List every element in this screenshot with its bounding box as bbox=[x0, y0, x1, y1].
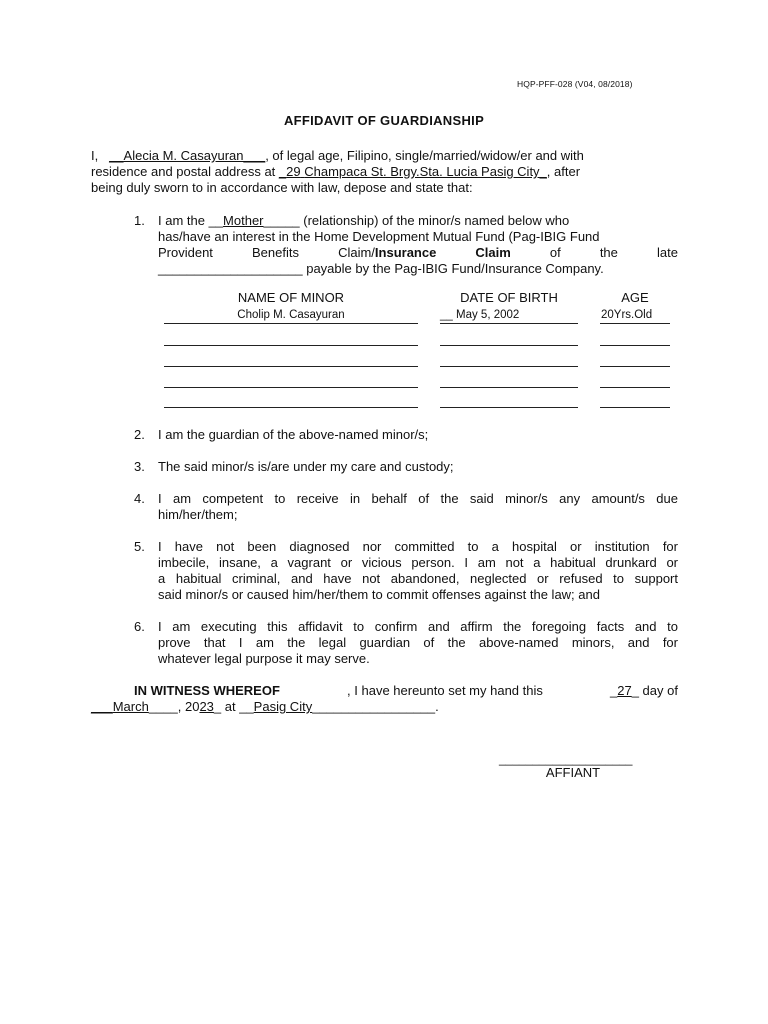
minor-dob-blank[interactable] bbox=[440, 345, 578, 346]
item-1-number: 1. bbox=[134, 213, 145, 228]
item-2-line: I am the guardian of the above-named minor/s; bbox=[158, 427, 429, 442]
intro-line-3: being duly sworn to in accordance with law, depose and state that: bbox=[91, 180, 473, 195]
minor-name-field[interactable]: Cholip M. Casayuran bbox=[237, 309, 345, 321]
day-field[interactable]: 27 bbox=[617, 683, 632, 698]
col-header-age: AGE bbox=[621, 290, 649, 305]
witness-line-2: ___March____, 2023_ at __Pasig City_________________. bbox=[91, 699, 439, 714]
witness-heading: IN WITNESS WHEREOF bbox=[134, 683, 280, 698]
month-field[interactable]: ___March bbox=[91, 699, 149, 714]
minor-name-blank[interactable] bbox=[164, 345, 418, 346]
minor-age-field[interactable]: 20Yrs.Old bbox=[601, 309, 653, 321]
minor-age-blank[interactable] bbox=[600, 387, 670, 388]
item-5-number: 5. bbox=[134, 539, 145, 554]
minor-age-blank[interactable] bbox=[600, 407, 670, 408]
minor-dob-field[interactable]: __ May 5, 2002 bbox=[440, 309, 520, 321]
intro-i: I, bbox=[91, 148, 99, 163]
item-6-number: 6. bbox=[134, 619, 145, 634]
item-6-line-1: I am executing this affidavit to confirm and affirm the foregoing facts and to bbox=[158, 619, 678, 634]
place-field[interactable]: Pasig City bbox=[253, 699, 313, 714]
item-4-number: 4. bbox=[134, 491, 145, 506]
item-1-line-2: has/have an interest in the Home Development Mutual Fund (Pag-IBIG Fund bbox=[158, 229, 600, 244]
minor-age-blank[interactable] bbox=[600, 366, 670, 367]
minor-name-blank[interactable] bbox=[164, 366, 418, 367]
document-title: AFFIDAVIT OF GUARDIANSHIP bbox=[283, 113, 485, 128]
minor-dob-blank[interactable] bbox=[440, 366, 578, 367]
item-2-number: 2. bbox=[134, 427, 145, 442]
witness-line-1: IN WITNESS WHEREOF , I have hereunto set my hand this _27_ day of bbox=[134, 683, 678, 698]
table-underline bbox=[164, 323, 418, 324]
table-underline bbox=[600, 323, 670, 324]
item-5-line-1: I have not been diagnosed nor committed to a hospital or institution for bbox=[158, 539, 678, 554]
item-6-line-3: whatever legal purpose it may serve. bbox=[158, 651, 370, 666]
item-1-line-4: ____________________ payable by the Pag-IBIG Fund/Insurance Company. bbox=[158, 261, 604, 276]
item-1-line-3: Provident Benefits Claim/Insurance Claim of the late bbox=[158, 245, 678, 260]
intro-line-2: residence and postal address at _29 Champaca St. Brgy.Sta. Lucia Pasig City_, after bbox=[91, 164, 581, 179]
item-5-line-3: a habitual criminal, and have not abandoned, neglected or refused to support bbox=[158, 571, 678, 586]
year-field[interactable]: 23 bbox=[199, 699, 214, 714]
affiant-name-field[interactable]: __Alecia M. Casayuran___ bbox=[109, 148, 266, 163]
item-1-line-1: I am the __Mother_____ (relationship) of the minor/s named below who bbox=[158, 213, 570, 228]
item-3-line: The said minor/s is/are under my care and custody; bbox=[158, 459, 454, 474]
col-header-name: NAME OF MINOR bbox=[237, 290, 345, 305]
minor-dob-blank[interactable] bbox=[440, 387, 578, 388]
form-code: HQP-PFF-028 (V04, 08/2018) bbox=[517, 79, 633, 89]
item-5-line-2: imbecile, insane, a vagrant or vicious person. I am not a habitual drunkard or bbox=[158, 555, 678, 570]
minor-name-blank[interactable] bbox=[164, 387, 418, 388]
item-3-number: 3. bbox=[134, 459, 145, 474]
minor-dob-blank[interactable] bbox=[440, 407, 578, 408]
signature-line[interactable]: ____________________ bbox=[499, 752, 633, 766]
intro-line-1: I, __Alecia M. Casayuran___, of legal age, Filipino, single/married/widow/er and with bbox=[91, 148, 584, 163]
address-field[interactable]: _29 Champaca St. Brgy.Sta. Lucia Pasig City_ bbox=[278, 164, 547, 179]
table-underline bbox=[440, 323, 578, 324]
item-5-line-4: said minor/s or caused him/her/them to commit offenses against the law; and bbox=[158, 587, 600, 602]
minor-age-blank[interactable] bbox=[600, 345, 670, 346]
item-4-line-2: him/her/them; bbox=[158, 507, 238, 522]
relationship-field[interactable]: Mother bbox=[223, 213, 264, 228]
col-header-dob: DATE OF BIRTH bbox=[460, 290, 558, 305]
item-6-line-2: prove that I am the legal guardian of the above-named minors, and for bbox=[158, 635, 678, 650]
affiant-label: AFFIANT bbox=[545, 765, 601, 780]
item-4-line-1: I am competent to receive in behalf of the said minor/s any amount/s due bbox=[158, 491, 678, 506]
minor-name-blank[interactable] bbox=[164, 407, 418, 408]
